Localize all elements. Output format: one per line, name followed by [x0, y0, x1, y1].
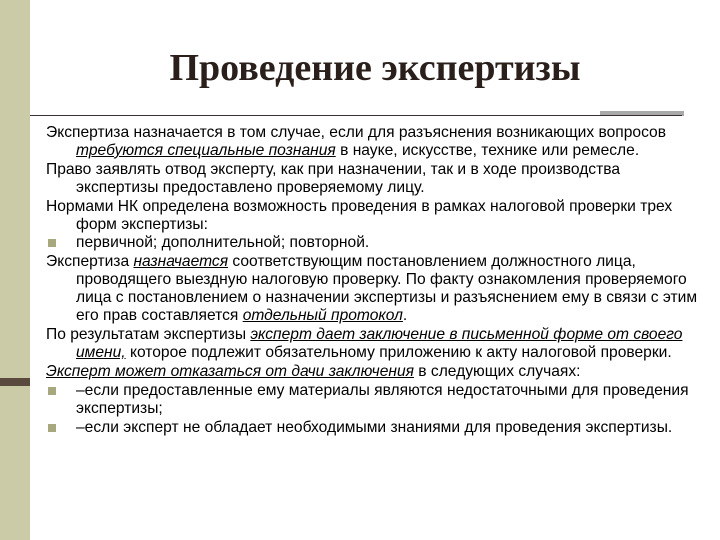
emphasis-text: эксперт дает заключение в письменной форме от своего имени,	[76, 325, 683, 361]
slide-body	[46, 124, 706, 437]
square-bullet-icon	[48, 239, 56, 247]
paragraph-right-to-challenge: Право заявлять отвод эксперту, как при назначении, так и в ходе производства экспертизы предоставлено проверяемому лицу.	[46, 160, 621, 196]
emphasis-text: требуются специальные познания	[76, 141, 336, 159]
square-bullet-icon	[48, 387, 56, 395]
text-run: По результатам экспертизы	[46, 325, 251, 343]
text-run: в следующих случаях:	[413, 362, 581, 380]
paragraph-appointment-conditions	[46, 124, 706, 160]
text-run: соответствующим постановлением должностного лица, проводящего выездную налоговую проверку. По факту ознакомления проверяемого лица с постановлением о назначении экспертизы и разъяснением ему в связи с этим его прав составляется	[76, 253, 698, 325]
square-bullet-icon	[48, 424, 56, 432]
paragraph-appointment-procedure	[46, 253, 706, 325]
bullet-text: –если эксперт не обладает необходимыми знаниями для проведения экспертизы.	[76, 418, 673, 436]
bullet-text: первичной; дополнительной; повторной.	[76, 234, 370, 252]
emphasis-text: назначается	[133, 253, 229, 271]
left-decorative-band	[0, 0, 30, 540]
bullet-item-forms	[46, 234, 706, 252]
bullet-item-insufficient-materials	[46, 382, 706, 418]
slide-title: Проведение экспертизы	[169, 47, 581, 89]
left-band-accent-stripe	[0, 378, 30, 386]
text-run: .	[402, 307, 408, 325]
text-run: Экспертиза назначается в том случае, если для разъяснения возникающих вопросов	[46, 124, 666, 141]
title-rule	[30, 115, 682, 116]
paragraph-forms-of-expertise: Нормами НК определена возможность проведения в рамках налоговой проверки трех форм экспертизы:	[46, 197, 673, 233]
bullet-text: –если предоставленные ему материалы являются недостаточными для проведения экспертизы;	[76, 381, 689, 417]
paragraph-expert-conclusion	[46, 326, 706, 362]
paragraph-refusal-cases	[46, 363, 706, 381]
emphasis-text: отдельный протокол	[242, 307, 403, 325]
text-run: Экспертиза	[46, 253, 134, 271]
text-run: которое подлежит обязательному приложению к акту налоговой проверки.	[125, 343, 672, 361]
text-run: в науке, искусстве, технике или ремесле.	[335, 141, 640, 159]
emphasis-text: Эксперт может отказаться от дачи заключения	[46, 362, 414, 380]
bullet-item-lack-of-knowledge	[46, 419, 706, 437]
